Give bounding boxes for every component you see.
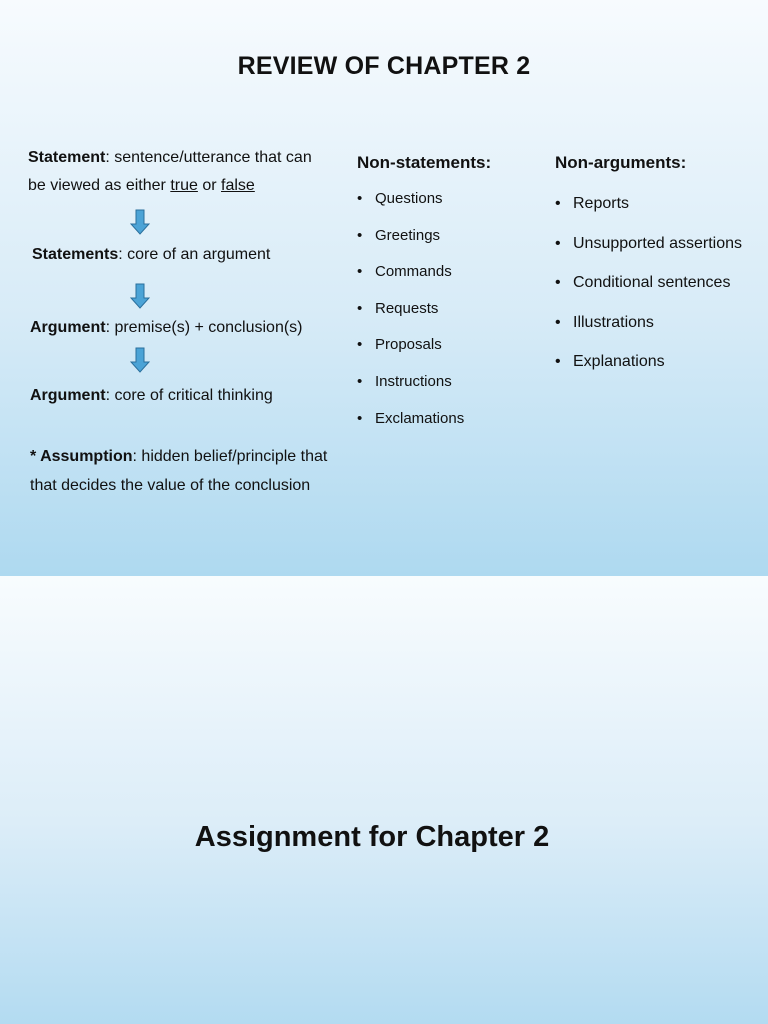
argument-def: : premise(s) + conclusion(s) — [105, 319, 303, 336]
argument-term: Argument — [30, 319, 106, 336]
list-item: • Illustrations — [555, 313, 742, 353]
or-word: or — [197, 177, 222, 194]
non-statements-heading: Non-statements: — [357, 153, 492, 172]
list-item: • Instructions — [357, 372, 464, 409]
list-item: • Reports — [555, 194, 742, 234]
argument-term: Argument — [30, 387, 106, 404]
slide-assignment — [0, 576, 768, 1024]
non-arguments-list — [555, 194, 742, 392]
statement-definition — [28, 144, 312, 200]
non-statements-list — [357, 189, 464, 445]
list-item: • Conditional sentences — [555, 273, 742, 313]
argument-definition-1 — [30, 314, 303, 342]
argument-def: : core of critical thinking — [105, 387, 273, 404]
statements-definition — [32, 241, 270, 269]
assumption-def-line1: : hidden belief/principle that — [132, 448, 328, 465]
list-item: • Proposals — [357, 335, 464, 372]
list-item: • Requests — [357, 299, 464, 336]
assumption-term: * Assumption — [30, 448, 133, 465]
list-item: • Unsupported assertions — [555, 234, 742, 274]
assumption-definition — [30, 442, 327, 500]
slide-title: REVIEW OF CHAPTER 2 — [237, 52, 531, 80]
assumption-def-line2: that decides the value of the conclusion — [30, 477, 311, 494]
down-arrow-icon — [130, 283, 150, 309]
statement-term: Statement — [28, 149, 106, 166]
list-item: • Explanations — [555, 352, 742, 392]
statements-term: Statements — [32, 246, 119, 263]
list-item: • Greetings — [357, 226, 464, 263]
argument-definition-2 — [30, 382, 273, 410]
down-arrow-icon — [130, 347, 150, 373]
statements-def: : core of an argument — [118, 246, 271, 263]
statement-def-line2: be viewed as either — [28, 177, 171, 194]
slide-title: Assignment for Chapter 2 — [194, 821, 550, 853]
down-arrow-icon — [130, 209, 150, 235]
list-item: • Commands — [357, 262, 464, 299]
true-word: true — [170, 177, 198, 194]
list-item: • Exclamations — [357, 409, 464, 446]
false-word: false — [221, 177, 255, 194]
statement-def-line1: : sentence/utterance that can — [105, 149, 312, 166]
list-item: • Questions — [357, 189, 464, 226]
non-arguments-heading: Non-arguments: — [555, 153, 687, 172]
